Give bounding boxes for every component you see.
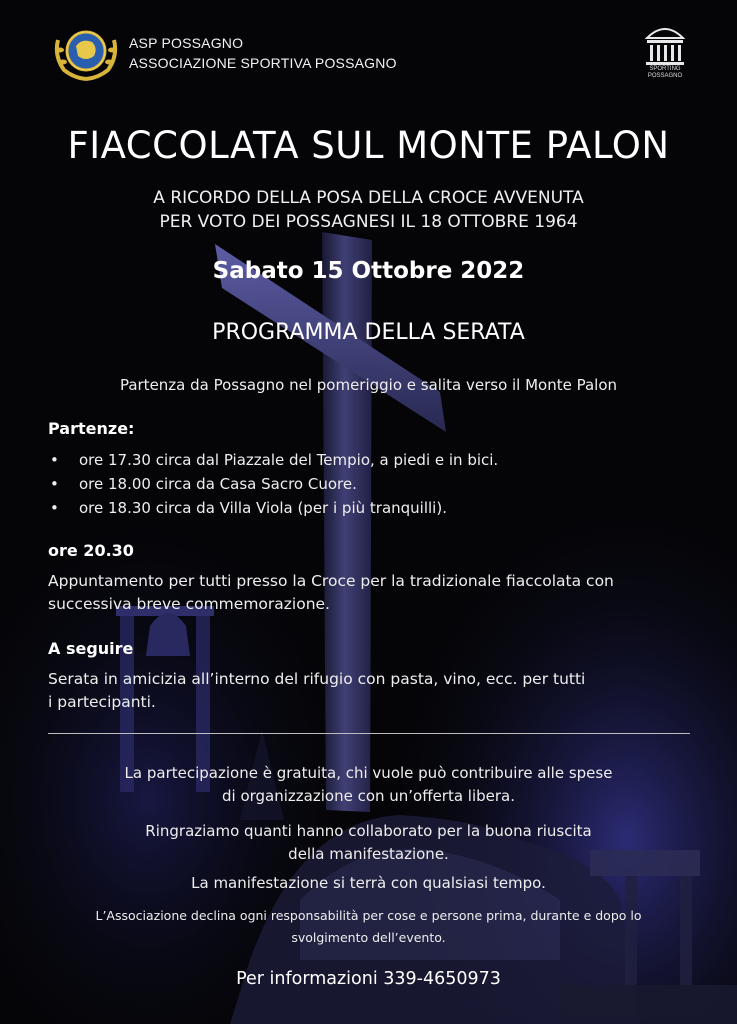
disclaimer-line-2: svolgimento dell’evento. <box>291 930 446 945</box>
after-description <box>48 668 698 714</box>
thanks-line-1: Ringraziamo quanti hanno collaborato per la buona riuscita <box>145 822 592 840</box>
event-date: Sabato 15 Ottobre 2022 <box>212 258 525 284</box>
subtitle-line-2: PER VOTO DEI POSSAGNESI IL 18 OTTOBRE 1964 <box>159 212 578 232</box>
list-item: • ore 18.00 circa da Casa Sacro Cuore. <box>48 472 498 496</box>
list-item: • ore 18.30 circa da Villa Viola (per i più tranquilli). <box>48 496 498 520</box>
contact-label: Per informazioni <box>236 969 378 989</box>
participation-line-2: di organizzazione con un’offerta libera. <box>221 787 516 805</box>
time-2030-description <box>48 570 698 616</box>
contact-info <box>0 967 737 991</box>
disclaimer-line-1: L’Associazione declina ogni responsabilità per cose e persone prima, durante e dopo lo <box>95 908 642 923</box>
time-2030-line-1: Appuntamento per tutti presso la Croce per la tradizionale fiaccolata con <box>48 572 614 590</box>
list-item: • ore 17.30 circa dal Piazzale del Tempio, a piedi e in bici. <box>48 448 498 472</box>
program-intro: Partenza da Possagno nel pomeriggio e salita verso il Monte Palon <box>119 376 618 394</box>
org-full-name: ASSOCIAZIONE SPORTIVA POSSAGNO <box>129 55 397 71</box>
after-line-1: Serata in amicizia all’interno del rifugio con pasta, vino, ecc. per tutti <box>48 670 586 688</box>
time-2030-line-2: successiva breve commemorazione. <box>48 595 330 613</box>
after-heading: A seguire <box>48 639 134 658</box>
right-logo-text-line1: SPORTING <box>649 66 681 72</box>
right-logo-text-line2: POSSAGNO <box>647 73 683 79</box>
thanks-line-2: della manifestazione. <box>288 845 449 863</box>
time-2030-heading: ore 20.30 <box>48 541 134 560</box>
participation-line-1: La partecipazione è gratuita, chi vuole può contribuire alle spese <box>124 764 613 782</box>
subtitle <box>0 186 737 234</box>
page-title: FIACCOLATA SUL MONTE PALON <box>67 124 670 167</box>
departures-list <box>48 448 498 520</box>
weather-note: La manifestazione si terrà con qualsiasi tempo. <box>191 874 546 892</box>
departures-heading: Partenze: <box>48 419 135 438</box>
participation-note <box>0 762 737 808</box>
organization-name-block <box>129 33 397 73</box>
club-crest-icon <box>52 26 120 82</box>
subtitle-line-1: A RICORDO DELLA POSA DELLA CROCE AVVENUTA <box>153 188 584 208</box>
thanks-note <box>0 820 737 866</box>
disclaimer <box>0 905 737 949</box>
right-logo-text <box>641 66 689 80</box>
after-line-2: i partecipanti. <box>48 693 156 711</box>
contact-phone: 339-4650973 <box>383 969 501 989</box>
divider <box>48 733 690 734</box>
org-short-name: ASP POSSAGNO <box>129 35 244 51</box>
program-heading: PROGRAMMA DELLA SERATA <box>212 320 525 345</box>
